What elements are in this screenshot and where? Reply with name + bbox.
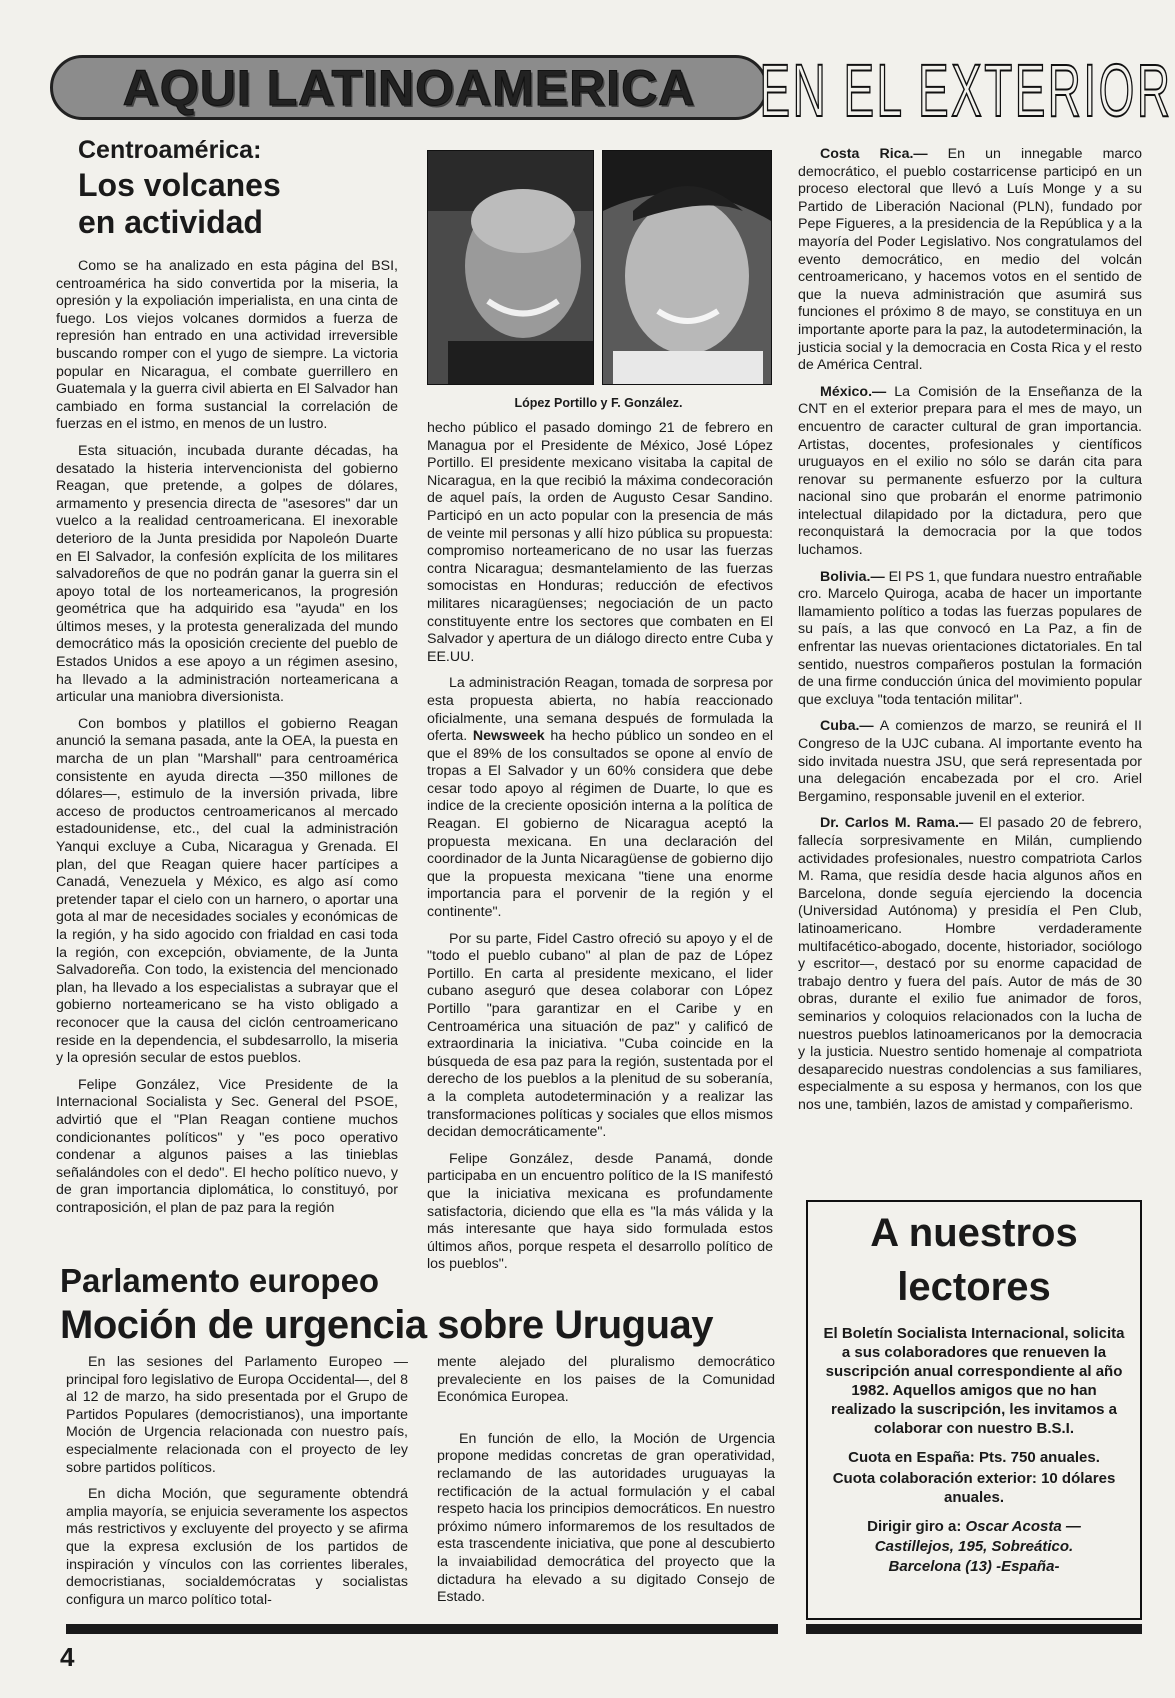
page-number: 4 xyxy=(60,1642,75,1672)
newsweek-mention: Newsweek xyxy=(472,728,545,745)
footer-rule-right xyxy=(806,1624,1142,1634)
article2-column1 xyxy=(66,1354,408,1618)
notice-title-line1: A nuestros xyxy=(870,1211,1078,1255)
article1-column2 xyxy=(427,420,773,1283)
photo-felipe-gonzalez xyxy=(602,150,772,385)
notice-fee-spain: Cuota en España: Pts. 750 anuales. xyxy=(848,1449,1100,1466)
article2-kicker: Parlamento europeo xyxy=(60,1262,380,1299)
notice-fee-abroad: Cuota colaboración exterior: 10 dólares anuales. xyxy=(832,1470,1116,1506)
exterior-item: Cuba.— A comienzos de marzo, se reunirá el II Congreso de la UJC cubana. Al importante evento ha sido invitada nuestra JSU, que será representada por una delegación encabezada por el cro. Ariel Bergamino, responsable juvenil en el exterior. xyxy=(798,718,1142,805)
article1-title-line1: Los volcanes xyxy=(78,167,281,203)
notice-body: El Boletín Socialista Internacional, solicita a sus colaboradores que renueven la suscripción anual correspondiente al año 1982. Aquellos amigos que no han realizado la suscripción, les invitamos a colaborar con nuestro B.S.I. xyxy=(823,1325,1125,1437)
article1-title-line2: en actividad xyxy=(78,204,263,240)
article2-title: Moción de urgencia sobre Uruguay xyxy=(60,1303,714,1347)
paragraph: En las sesiones del Parlamento Europeo —principal foro legislativo de Europa Occidental—, del 8 al 12 de marzo, ha sido presentada por el Grupo de Partidos Populares (democristianos), una importante Moción de Urgencia relacionada con nuestro país, especialmente relacionada con el proyecto de ley sobre partidos políticos. xyxy=(66,1354,408,1476)
photo-caption: López Portillo y F. González. xyxy=(514,396,683,410)
exterior-item: Dr. Carlos M. Rama.— El pasado 20 de febrero, fallecía sorpresivamente en Milán, cumpliendo actividades profesionales, nuestro compatriota Carlos M. Rama, que residía desde hacia algunos años en Barcelona, donde seguía ejerciendo la docencia (Universidad Autónoma) y presidía el Pen Club, latinoamericano. Hombre verdaderamente multifacético-abogado, docente, historiador, sociólogo y escritor—, destacó por su enorme capacidad de trabajo dentro y fuera del país. Autor de más de 30 obras, durante el exilio fue animador de foros, seminarios y coloquios relacionados con la lucha de nuestros pueblos latinoamericanos por la democracia y la justicia. Nuestro sentido homenaje al compatriota desaparecido nuestras condolencias a sus familiares, especialmente a su esposa y hermanos, con los que nos une, también, lazos de amistad y compañerismo. xyxy=(798,815,1143,1113)
notice-remit: Dirigir giro a: Oscar Acosta — Castillejos, 195, Sobreático. Barcelona (13) -España- xyxy=(867,1518,1081,1575)
exterior-item: Costa Rica.— En un innegable marco democrático, el pueblo costarricense participó en un proceso electoral que llevó a Luís Monge y a su Partido de Liberación Nacional (PLN), fundado por Pepe Figueres, a la presidencia de la República y a la mayoría del Poder Legislativo. Nos congratulamos del evento democrático, en medio del volcán centroamericano, y hacemos votos en el sentido de que la nueva administración que asumirá sus funciones el próximo 8 de mayo, se constituya en un importante aporte para la paz, la autodeterminación, la justicia social y la democracia en Costa Rica y el resto de América Central. xyxy=(798,146,1142,374)
readers-notice-box xyxy=(806,1200,1142,1620)
paragraph: Felipe González, desde Panamá, donde participaba en un encuentro político de la IS manifestó que la iniciativa mexicana es profundamente satisfactoria, diciendo que ella es "la más válida y la más interesante que haya sido formulada estos últimos años, porque respeta el desarrollo político de los pueblos". xyxy=(427,1150,773,1273)
photo-lopez-portillo xyxy=(427,150,594,385)
paragraph: hecho público el pasado domingo 21 de febrero en Managua por el Presidente de México, José López Portillo. El presidente mexicano visitaba la capital de Nicaragua, en la que recibió la máxima condecoración de aquel país, la orden de Augusto Cesar Sandino. Participó en un acto popular con la presencia de más de veinte mil personas y allí hizo pública su propuesta: compromiso norteamericano de no usar las fuerzas contra Nicaragua; desmantelamiento de las fuerzas somocistas en Honduras; reducción de efectivos militares nicaragüenses; negociación de un pacto constituyente entre los sectores que combaten en El Salvador y apertura de un diálogo directo entre Cuba y EE.UU. xyxy=(427,420,773,665)
article1-kicker: Centroamérica: xyxy=(78,136,262,164)
paragraph: Por su parte, Fidel Castro ofreció su apoyo y el de "todo el pueblo cubano" al plan de paz de López Portillo. En carta al presidente mexicano, el lider cubano aseguró que desea colaborar con López Portillo "para garantizar en el Caribe y en Centroamérica una situación de paz" y calificó de extraordinaria la iniciativa. "Cuba coincide en la búsqueda de esa paz para la región, sustentada por el derecho de los pueblos a la plenitud de su soberanía, a la completa autodeterminación y a realizar las transformaciones políticas y sociales que ellos mismos decidan democráticamente". xyxy=(427,930,773,1141)
section-right-title: EN EL EXTERIOR xyxy=(759,48,1173,132)
paragraph: Con bombos y platillos el gobierno Reagan anunció la semana pasada, ante la OEA, la puesta en marcha de un plan "Marshall" para centroamérica consistente en ayuda directa —350 millones de dólares—, estimulo de la inversión privada, libre acceso de productos centroamericanos al mercado estadounidense, etc., del cual la administración Yanqui excluye a Cuba, Nicaragua y Grenada. El plan, del que Reagan quiere hacer partícipes a Canadá, Venezuela y México, es algo así como pretender tapar el cielo con un harnero, o aportar una gota al mar de necesidades sociales y económicas de la región, y ha sido agocido con frialdad en casi toda la región, con excepción, obviamente, de la Junta Salvadoreña. Con todo, la existencia del mencionado plan, ha llevado a los especialistas a subrayar que el gobierno norteamericano se ha visto obligado a reconocer que la causa del ciclón centroamericano reside en la dependencia, el subdesarrollo, la miseria y la opresión secular de estos pueblos. xyxy=(56,715,398,1067)
section-banner xyxy=(50,55,768,120)
paragraph: Esta situación, incubada durante décadas, ha desatado la histeria intervencionista del gobierno Reagan, que pretende, a golpes de dólares, armamento y presencia directa de "asesores" dar un vuelco a la realidad centroamericana. El inexorable deterioro de la Junta presidida por Napoleón Duarte en El Salvador, la confesión explícita de los militares salvadoreños de que no podrán ganar la guerra sin el apoyo total de los norteamericanos, la progresión geométrica que ha adquirido esa "ayuda" en los últimos meses, y la protesta generalizada del mundo democrático más la oposición creciente del pueblo de Estados Unidos a ese apoyo a un régimen asesino, ha llevado a la administración norteamericana a articular una maniobra diversionista. xyxy=(56,442,398,706)
paragraph: En función de ello, la Moción de Urgencia propone medidas concretas de gran operatividad, reclamando de las autoridades uruguayas la rectificación de la actual formulación y el cabal respeto hacia los principios democráticos. En nuestro próximo número informaremos de los resultados de esta trascendente iniciativa, que pone al descubierto la invaiabilidad democrática del proyecto que la dictadura ha elevado a su digitado Consejo de Estado. xyxy=(437,1430,775,1606)
paragraph: mente alejado del pluralismo democrático prevaleciente en los paises de la Comunidad Económica Europea. xyxy=(437,1354,775,1406)
paragraph: La administración Reagan, tomada de sorpresa por esta propuesta abierta, no había reaccionado oficialmente, una semana después de formulada la oferta. Newsweek ha hecho público un sondeo en el que el 89% de los consultados se opone al envío de tropas a El Salvador y un 60% considera que debe cesar todo apoyo al régimen de Duarte, lo que es indice de la creciente oposición interna a la política de Reagan. El gobierno de Nicaragua aceptó la propuesta mexicana. En una declaración del coordinador de la Junta Nicaragüense de gobierno dijo que la propuesta mexicana "tiene una enorme importancia para el porvenir de la región y el continente". xyxy=(427,675,773,921)
article1-column1 xyxy=(56,258,398,1226)
exterior-item: México.— La Comisión de la Enseñanza de la CNT en el exterior prepara para el mes de mayo, un encuentro de caracter cultural de gran importancia. Artistas, docentes, profesionales y científicos uruguayos en el exilio no sólo se darán cita para renovar su permanente esfuerzo por la cultura nacional sino que probarán el enorme patrimonio intelectual dilapidado por la dictadura, pero que reconquistará la democracia por la que todos luchamos. xyxy=(798,383,1142,559)
article2-column2 xyxy=(437,1354,775,1616)
footer-rule-left xyxy=(66,1624,778,1634)
paragraph: En dicha Moción, que seguramente obtendrá amplia mayoría, se enjuicia severamente los aspectos más restrictivos y excluyente del proyecto y se afirma que la expresa exclusión de los partidos de inspiración y vínculos con las corrientes liberales, democristianas, socialdemócratas y socialistas configura un marco político total- xyxy=(66,1486,408,1608)
section-title: AQUI LATINOAMERICA xyxy=(122,59,696,116)
exterior-item: Bolivia.— El PS 1, que fundara nuestro entrañable cro. Marcelo Quiroga, acaba de hacer un importante llamamiento político a todas las fuerzas populares de su país, a las que convocó en La Paz, a fin de enfrentar las nuevas orientaciones dictatoriales. En tal sentido, nuestros compañeros postulan la formación de una firme conducción única del movimiento popular que excluya "toda tentación militar". xyxy=(798,568,1142,708)
exterior-column xyxy=(798,146,1142,1123)
notice-title-line2: lectores xyxy=(897,1265,1051,1309)
paragraph: Felipe González, Vice Presidente de la Internacional Socialista y Sec. General del PSOE, advirtió que el "Plan Reagan contiene muchos condicionantes políticos" y "es poco operativo condenar a algunos paises a las tinieblas señalándoles con el dedo". El hecho político nuevo, y de gran importancia diplomática, lo constituyó, por contraposición, el plan de paz para la región xyxy=(56,1076,398,1216)
paragraph: Como se ha analizado en esta página del BSI, centroamérica ha sido convertida por la miseria, la opresión y la expoliación imperialista, en una cinta de fuego. Los viejos volcanes dormidos a fuerza de represión han entrado en una actividad irreversible buscando romper con el yugo de siempre. La victoria popular en Nicaragua, el combate guerrillero en Guatemala y la guerra civil abierta en El Salvador han cambiado en forma sustancial la correlación de fuerzas en el istmo, en menos de un lustro. xyxy=(56,258,398,433)
